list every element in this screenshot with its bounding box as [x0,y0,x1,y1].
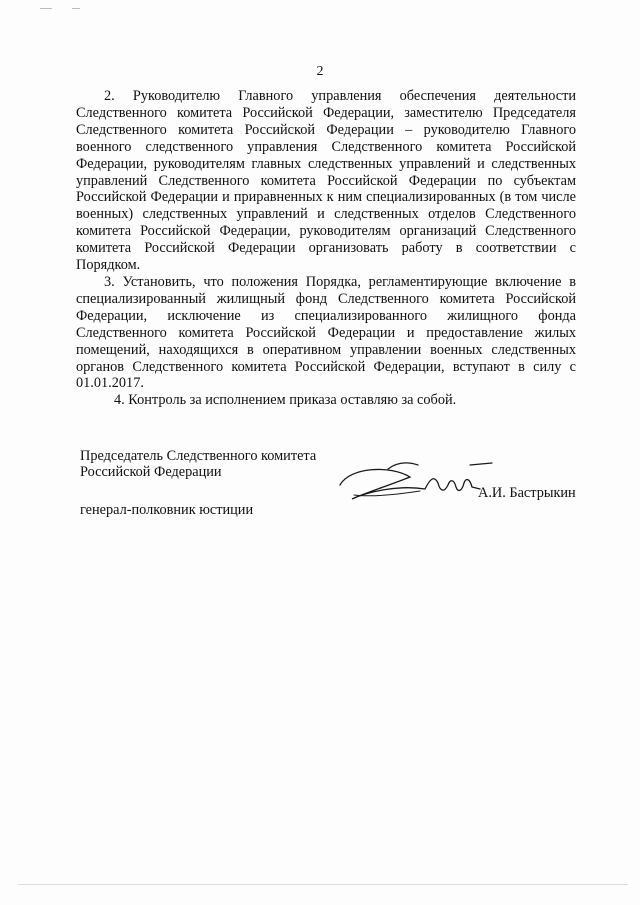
page-number: 2 [316,64,324,79]
paragraph-4: 4. Контроль за исполнением приказа оставляю за собой. [114,392,457,409]
signature-block [80,448,340,518]
scan-artifact [72,8,80,9]
signatory-rank: генерал-полковник юстиции [80,502,254,518]
paragraph-3: 3. Установить, что положения Порядка, регламентирующие включение в специализированный жилищный фонд Следственного комитета Российской Федерации, исключение из специализированного жилищного фонда Следственного комитета Российской Федерации и предоставление жилых помещений, находящихся в оперативном управлении военных следственных органов Следственного комитета Российской Федерации, вступают в силу с 01.01.2017. [76,273,576,392]
signatory-position: Председатель Следственного комитета Российской Федерации [80,448,317,480]
signatory-name: А.И. Бастрыкин [478,485,576,501]
scan-artifact [40,8,52,9]
document-body [76,88,576,409]
scan-artifact [18,884,628,885]
handwritten-signature [330,455,495,515]
paragraph-2: 2. Руководителю Главного управления обеспечения деятельности Следственного комитета Российской Федерации, заместителю Председателя Следственного комитета Российской Федерации – руководителю Главного военного следственного управления Следственного комитета Российской Федерации, руководителям главных следственных управлений и следственных управлений Следственного комитета Российской Федерации по субъектам Российской Федерации и приравненных к ним специализированных (в том числе военных) следственных управлений и следственных отделов Следственного комитета Российской Федерации, руководителям организаций Следственного комитета Российской Федерации организовать работу в соответствии с Порядком. [76,88,576,274]
